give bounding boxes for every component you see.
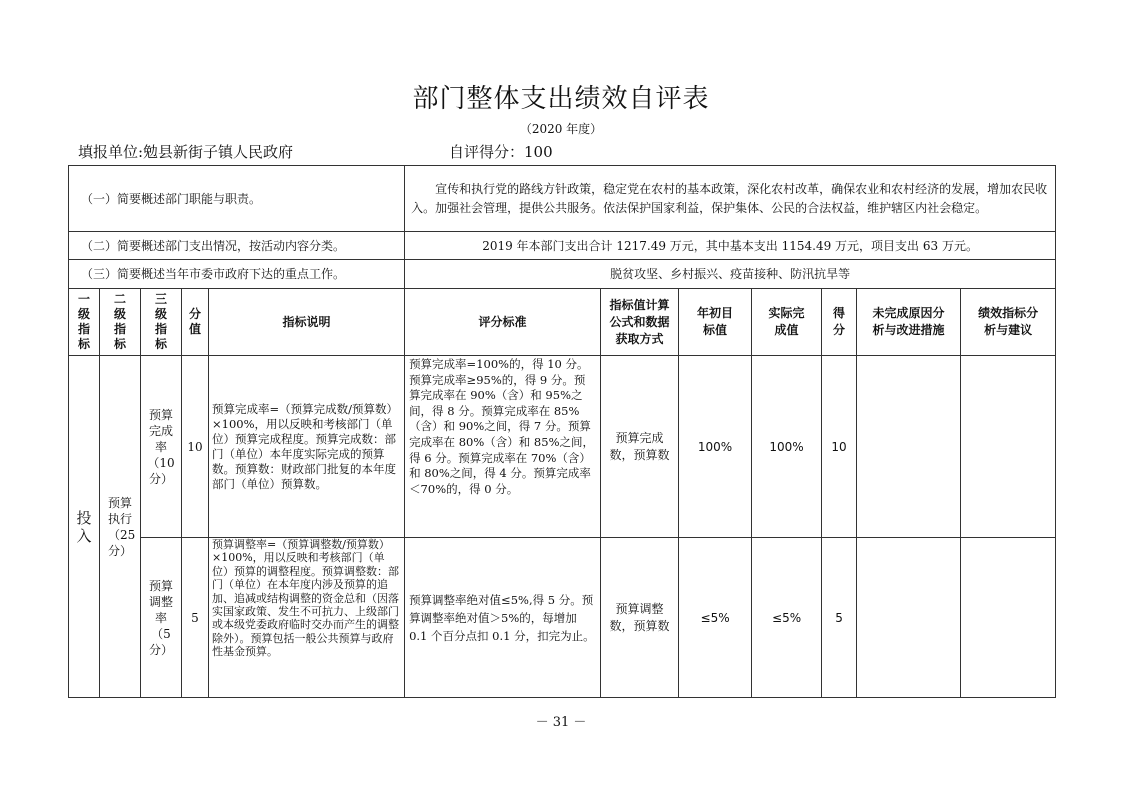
header-level2: 二级指标: [100, 289, 141, 356]
overview-row-duties: [69, 166, 1056, 232]
formula-cell: 预算完成数，预算数: [601, 356, 679, 538]
header-reason: 未完成原因分析与改进措施: [857, 289, 961, 356]
evaluation-table: [68, 165, 1056, 698]
overview-label: （二）简要概述部门支出情况，按活动内容分类。: [69, 232, 405, 260]
header-score: 分值: [182, 289, 209, 356]
standard-cell: 预算调整率绝对值≤5%,得 5 分。预算调整率绝对值＞5%的，每增加 0.1 个百分点扣 0.1 分，扣完为止。: [405, 538, 601, 698]
target-cell: ≤5%: [679, 538, 752, 698]
score-cell: 5: [182, 538, 209, 698]
advice-cell: [961, 538, 1056, 698]
page-number: － 31 －: [535, 715, 587, 730]
table-row: [69, 538, 1056, 698]
header-description: 指标说明: [209, 289, 405, 356]
description-cell: 预算调整率=（预算调整数/预算数）×100%，用以反映和考核部门（单位）预算的调整程度。预算调整数：部门（单位）在本年度内涉及预算的追加、追减或结构调整的资金总和（因落实国家政策、发生不可抗力、上级部门或本级党委政府临时交办而产生的调整除外）。预算包括一般公共预算与政府性基金预算。: [209, 538, 405, 698]
table-header-row: [69, 289, 1056, 356]
got-cell: 10: [822, 356, 857, 538]
target-cell: 100%: [679, 356, 752, 538]
table-row: [69, 356, 1056, 538]
overview-row-key-work: [69, 260, 1056, 289]
overview-content: 脱贫攻坚、乡村振兴、疫苗接种、防汛抗旱等: [405, 260, 1056, 289]
score-cell: 10: [182, 356, 209, 538]
description-cell: 预算完成率=（预算完成数/预算数）×100%，用以反映和考核部门（单位）预算完成程度。预算完成数：部门（单位）本年度实际完成的预算数。预算数：财政部门批复的本年度部门（单位）预算数。: [209, 356, 405, 538]
header-target: 年初目标值: [679, 289, 752, 356]
overview-label: （一）简要概述部门职能与职责。: [69, 166, 405, 232]
overview-label: （三）简要概述当年市委市政府下达的重点工作。: [69, 260, 405, 289]
reason-cell: [857, 538, 961, 698]
reason-cell: [857, 356, 961, 538]
level2-cell: 预算执行（25分）: [100, 356, 141, 698]
header-actual: 实际完成值: [752, 289, 822, 356]
standard-cell: 预算完成率=100%的，得 10 分。预算完成率≥95%的，得 9 分。预算完成率在 90%（含）和 95%之间，得 8 分。预算完成率在 85%（含）和 90%之间，得 7 分。预算完成率在 80%（含）和 85%之间，得 6 分。预算完成率在 70%（含）和 80%之间，得 4 分。预算完成率＜70%的，得 0 分。: [405, 356, 601, 538]
header-got: 得分: [822, 289, 857, 356]
header-level3: 三级指标: [141, 289, 182, 356]
advice-cell: [961, 356, 1056, 538]
header-level1: 一级指标: [69, 289, 100, 356]
self-evaluation-score: 自评得分：100: [449, 143, 553, 161]
page-title: 部门整体支出绩效自评表: [412, 84, 710, 114]
overview-content: 宣传和执行党的路线方针政策，稳定党在农村的基本政策，深化农村改革，确保农业和农村经济的发展，增加农民收入。加强社会管理，提供公共服务。依法保护国家利益，保护集体、公民的合法权益，维护辖区内社会稳定。: [405, 166, 1056, 232]
level1-cell: 投入: [69, 356, 100, 698]
level3-cell: 预算完成率（10分）: [141, 356, 182, 538]
actual-cell: ≤5%: [752, 538, 822, 698]
actual-cell: 100%: [752, 356, 822, 538]
reporting-unit: 填报单位:勉县新街子镇人民政府: [78, 143, 294, 161]
report-year: （2020 年度）: [519, 122, 603, 136]
header-formula: 指标值计算公式和数据获取方式: [601, 289, 679, 356]
header-advice: 绩效指标分析与建议: [961, 289, 1056, 356]
header-standard: 评分标准: [405, 289, 601, 356]
got-cell: 5: [822, 538, 857, 698]
overview-content: 2019 年本部门支出合计 1217.49 万元，其中基本支出 1154.49 万元，项目支出 63 万元。: [405, 232, 1056, 260]
formula-cell: 预算调整数，预算数: [601, 538, 679, 698]
level3-cell: 预算调整率（5分）: [141, 538, 182, 698]
overview-row-expenditure: [69, 232, 1056, 260]
